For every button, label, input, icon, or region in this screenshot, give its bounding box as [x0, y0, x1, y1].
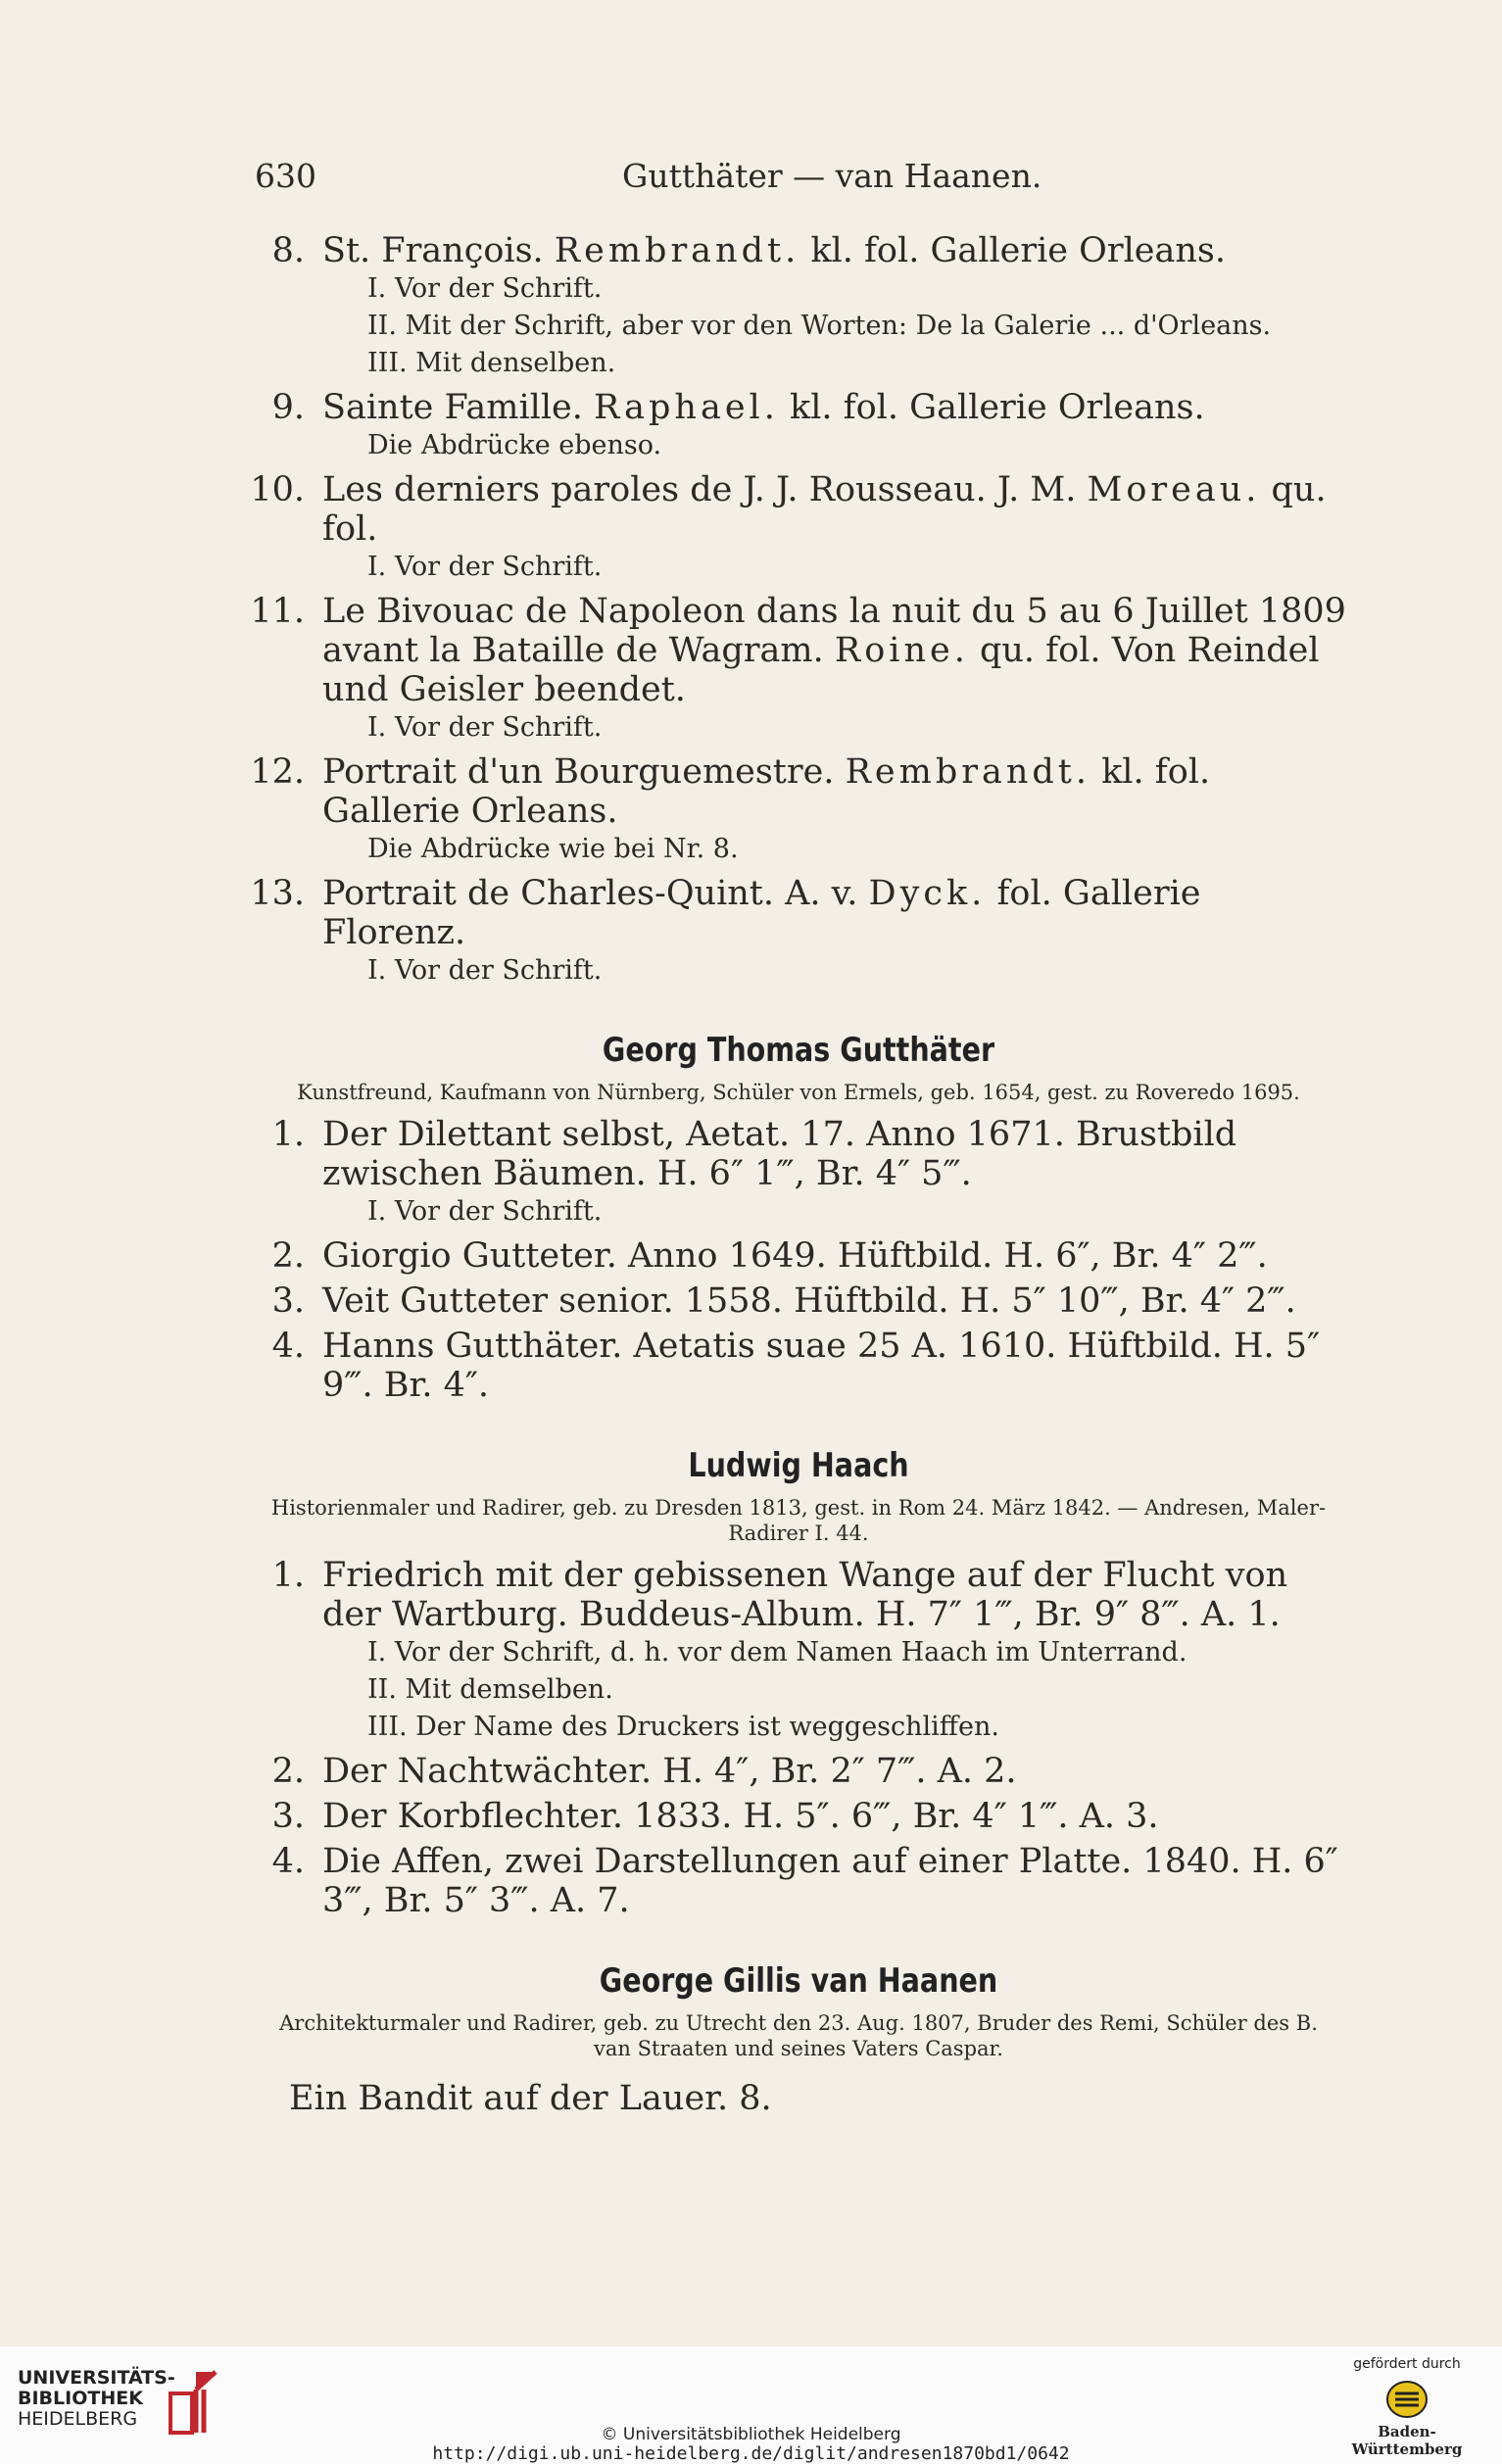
catalogue-entries: [250, 1115, 1347, 1405]
state-crest-icon: [1385, 2378, 1429, 2421]
artist-heading: Georg Thomas Gutthäter: [602, 1031, 995, 1070]
state-note: I. Vor der Schrift.: [367, 273, 603, 304]
digitization-footer: [0, 2346, 1502, 2464]
catalogue-entry: [250, 1236, 1347, 1276]
entry-text: Les derniers paroles de J. J. Rousseau. J. M. Moreau. qu. fol.: [322, 470, 1327, 549]
entry-text: Hanns Gutthäter. Aetatis suae 25 A. 1610. Hüftbild. H. 5″ 9‴. Br. 4″.: [322, 1327, 1321, 1405]
entry-text: Der Korbflechter. 1833. H. 5″. 6‴, Br. 4″ 1‴. A. 3.: [322, 1797, 1159, 1836]
catalogue-entry: [250, 1752, 1347, 1791]
entry-number: 12.: [250, 752, 305, 792]
state-note: I. Vor der Schrift.: [367, 1196, 603, 1227]
artist-bio: Architekturmaler und Radirer, geb. zu Utrecht den 23. Aug. 1807, Bruder des Remi, Schüler des B. van Straaten und seines Vaters Caspar.: [279, 2011, 1318, 2060]
entry-number: 1.: [271, 1556, 305, 1595]
library-logo-text: [18, 2368, 175, 2430]
entry-text: Le Bivouac de Napoleon dans la nuit du 5 au 6 Juillet 1809 avant la Bataille de Wagram. Roine. qu. fol. Von Reindel und Geisler beendet.: [322, 592, 1346, 709]
entry-number: 2.: [271, 1752, 305, 1791]
entry-number: 2.: [271, 1236, 305, 1276]
state-note: Die Abdrücke wie bei Nr. 8.: [367, 834, 739, 864]
catalogue-entry: [250, 1281, 1347, 1321]
catalogue-entry: [250, 752, 1347, 831]
entry-number: 11.: [250, 592, 305, 631]
catalogue-entry: [250, 1842, 1347, 1920]
state-note: I. Vor der Schrift.: [367, 712, 603, 743]
copyright-text: © Universitätsbibliothek Heidelberg: [601, 2425, 901, 2444]
catalogue-entry: Ein Bandit auf der Lauer. 8.: [289, 2079, 772, 2118]
state-note: III. Der Name des Druckers ist weggeschliffen.: [367, 1712, 999, 1742]
artist-section-haach: [250, 1446, 1347, 1920]
funding-notice: [1333, 2356, 1480, 2458]
entry-text: St. François. Rembrandt. kl. fol. Gallerie Orleans.: [322, 231, 1226, 270]
entry-number: 4.: [271, 1327, 305, 1366]
catalogue-entry: [250, 1115, 1347, 1193]
artist-section-van-haanen: [250, 1961, 1347, 2118]
state-note: II. Mit demselben.: [367, 1674, 613, 1705]
catalogue-entry: [250, 874, 1347, 952]
catalogue-entry: [250, 1797, 1347, 1836]
entry-text: Sainte Famille. Raphael. kl. fol. Gallerie Orleans.: [322, 388, 1205, 427]
state-note: I. Vor der Schrift.: [367, 955, 603, 986]
entry-number: 13.: [250, 874, 305, 913]
artist-bio: Historienmaler und Radirer, geb. zu Dresden 1813, gest. in Rom 24. März 1842. — Andresen, Maler-Radirer I. 44.: [270, 1496, 1327, 1545]
catalogue-entry: [250, 470, 1347, 549]
artist-bio: Kunstfreund, Kaufmann von Nürnberg, Schüler von Ermels, geb. 1654, gest. zu Roveredo 1695.: [297, 1081, 1300, 1104]
library-name-line: UNIVERSITÄTS-: [18, 2367, 175, 2389]
entry-text: Giorgio Gutteter. Anno 1649. Hüftbild. H. 6″, Br. 4″ 2‴.: [322, 1236, 1268, 1276]
catalogue-entry: [250, 388, 1347, 427]
funded-by-label: gefördert durch: [1353, 2356, 1461, 2372]
catalogue-section-continued: [250, 231, 1347, 990]
entry-text: Friedrich mit der gebissenen Wange auf der Flucht von der Wartburg. Buddeus-Album. H. 7″ 1‴, Br. 9″ 8‴. A. 1.: [322, 1556, 1288, 1634]
catalogue-entry: [250, 592, 1347, 709]
catalogue-entry: [250, 1327, 1347, 1405]
entry-text: Die Affen, zwei Darstellungen auf einer Platte. 1840. H. 6″ 3‴, Br. 5″ 3‴. A. 7.: [322, 1842, 1338, 1920]
artist-heading: George Gillis van Haanen: [599, 1961, 998, 2001]
entry-number: 4.: [271, 1842, 305, 1881]
entry-number: 8.: [271, 231, 305, 270]
entry-text: Der Nachtwächter. H. 4″, Br. 2″ 7‴. A. 2.: [322, 1752, 1017, 1791]
entry-text: Der Dilettant selbst, Aetat. 17. Anno 1671. Brustbild zwischen Bäumen. H. 6″ 1‴, Br. 4″ 5‴.: [322, 1115, 1237, 1193]
state-note: I. Vor der Schrift, d. h. vor dem Namen Haach im Unterrand.: [367, 1637, 1187, 1667]
entry-number: 1.: [271, 1115, 305, 1154]
entry-number: 3.: [271, 1797, 305, 1836]
library-name-line: BIBLIOTHEK: [18, 2388, 143, 2409]
state-note: II. Mit der Schrift, aber vor den Worten: De la Galerie ... d'Orleans.: [367, 311, 1272, 341]
state-note: I. Vor der Schrift.: [367, 552, 603, 582]
state-name: Baden-Württemberg: [1351, 2423, 1463, 2458]
entry-text: Portrait de Charles-Quint. A. v. Dyck. fol. Gallerie Florenz.: [322, 874, 1201, 952]
state-note: III. Mit denselben.: [367, 348, 616, 378]
page-content: [250, 225, 1347, 2118]
entry-text: Veit Gutteter senior. 1558. Hüftbild. H. 5″ 10‴, Br. 4″ 2‴.: [322, 1281, 1296, 1321]
entry-text: Portrait d'un Bourguemestre. Rembrandt. kl. fol. Gallerie Orleans.: [322, 752, 1211, 831]
catalogue-entries: [250, 1556, 1347, 1920]
state-note: Die Abdrücke ebenso.: [367, 430, 662, 460]
catalogue-entry: [250, 231, 1347, 270]
copyright-block: [0, 2425, 1502, 2464]
page-number: 630: [255, 157, 316, 195]
running-title: Gutthäter — van Haanen.: [622, 157, 1042, 195]
library-name-line: HEIDELBERG: [18, 2408, 138, 2430]
entry-number: 10.: [250, 470, 305, 509]
catalogue-entry: [250, 1556, 1347, 1634]
entry-number: 3.: [271, 1281, 305, 1321]
permalink[interactable]: http://digi.ub.uni-heidelberg.de/diglit/andresen1870bd1/0642: [432, 2443, 1070, 2464]
artist-section-gutthaeter: [250, 1031, 1347, 1405]
entry-number: 9.: [271, 388, 305, 427]
artist-heading: Ludwig Haach: [688, 1446, 909, 1485]
